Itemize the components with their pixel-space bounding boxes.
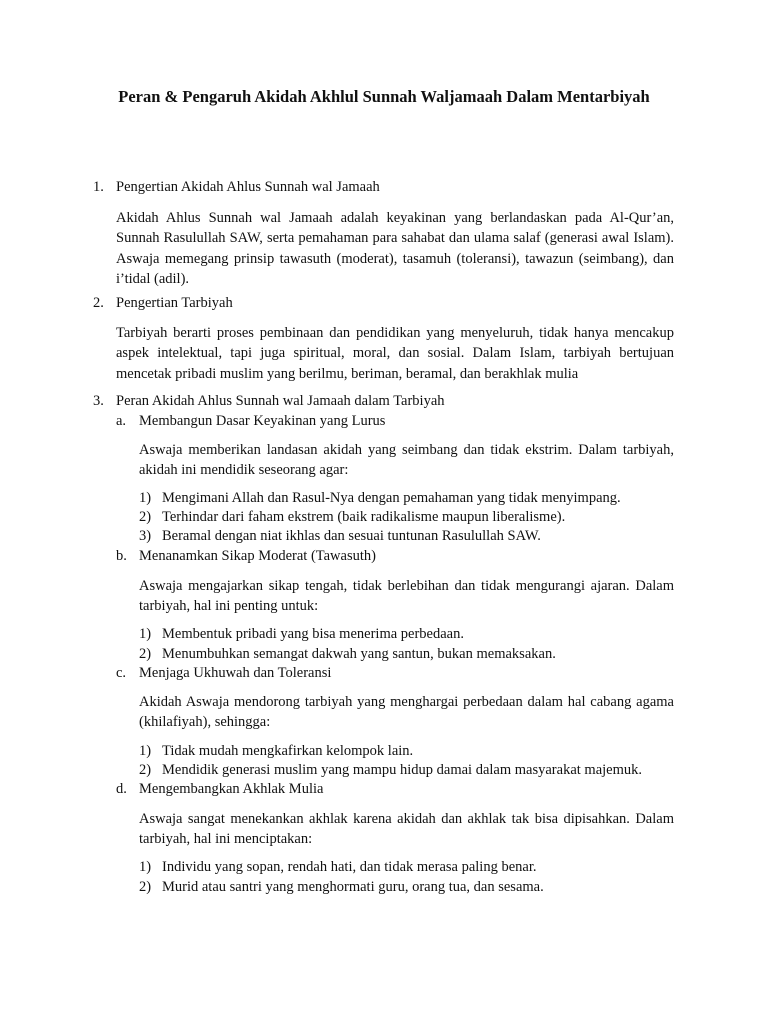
subsection-paragraph: Aswaja mengajarkan sikap tengah, tidak berlebihan dan tidak mengurangi ajaran. Dalam tarbiyah, hal ini penting untuk:: [139, 578, 674, 615]
subsection-heading: Menjaga Ukhuwah dan Toleransi: [139, 665, 332, 681]
subsection-heading: Mengembangkan Akhlak Mulia: [139, 781, 324, 797]
subsection-letter: b.: [116, 548, 127, 564]
subsection-paragraph: Aswaja sangat menekankan akhlak karena akidah dan akhlak tak bisa dipisahkan. Dalam tarbiyah, hal ini menciptakan:: [139, 811, 674, 848]
section-heading: Pengertian Tarbiyah: [116, 295, 233, 311]
list-item-number: 1): [139, 626, 152, 642]
list-item: Beramal dengan niat ikhlas dan sesuai tuntunan Rasulullah SAW.: [162, 528, 541, 544]
section-paragraph: Akidah Ahlus Sunnah wal Jamaah adalah keyakinan yang berlandaskan pada Al-Qur’an, Sunnah Rasulullah SAW, serta pemahaman para sahabat dan ulama salaf (generasi awal Islam). Aswaja memegang prinsip tawasuth (moderat), tasamuh (toleransi), tawazun (seimbang), dan i’tidal (adil).: [116, 210, 674, 288]
section-heading: Pengertian Akidah Ahlus Sunnah wal Jamaah: [116, 179, 380, 195]
subsection-paragraph: Akidah Aswaja mendorong tarbiyah yang menghargai perbedaan dalam hal cabang agama (khilafiyah), sehingga:: [139, 694, 674, 731]
subsection-letter: c.: [116, 665, 127, 681]
list-item: Mengimani Allah dan Rasul-Nya dengan pemahaman yang tidak menyimpang.: [162, 490, 621, 506]
list-item: Membentuk pribadi yang bisa menerima perbedaan.: [162, 626, 464, 642]
list-item-number: 3): [139, 528, 152, 544]
section-number: 1.: [93, 179, 104, 195]
section-number: 3.: [93, 393, 104, 409]
section-heading: Peran Akidah Ahlus Sunnah wal Jamaah dalam Tarbiyah: [116, 393, 445, 409]
list-item-number: 2): [139, 509, 152, 525]
subsection-heading: Membangun Dasar Keyakinan yang Lurus: [139, 413, 386, 429]
list-item-number: 2): [139, 879, 152, 895]
section-paragraph: Tarbiyah berarti proses pembinaan dan pendidikan yang menyeluruh, tidak hanya mencakup aspek intelektual, tapi juga spiritual, moral, dan sosial. Dalam Islam, tarbiyah bertujuan mencetak pribadi muslim yang berilmu, beriman, beramal, dan berakhlak mulia: [116, 325, 674, 382]
list-item-number: 2): [139, 646, 152, 662]
document-title: Peran & Pengaruh Akidah Akhlul Sunnah Waljamaah Dalam Mentarbiyah: [118, 87, 650, 106]
list-item: Terhindar dari faham ekstrem (baik radikalisme maupun liberalisme).: [162, 509, 566, 525]
list-item-number: 2): [139, 762, 152, 778]
list-item: Mendidik generasi muslim yang mampu hidup damai dalam masyarakat majemuk.: [162, 762, 642, 778]
list-item-number: 1): [139, 743, 152, 759]
subsection-heading: Menanamkan Sikap Moderat (Tawasuth): [139, 548, 376, 564]
list-item: Tidak mudah mengkafirkan kelompok lain.: [162, 743, 414, 759]
subsection-paragraph: Aswaja memberikan landasan akidah yang seimbang dan tidak ekstrim. Dalam tarbiyah, akidah ini mendidik seseorang agar:: [139, 442, 674, 479]
list-item-number: 1): [139, 490, 152, 506]
list-item: Menumbuhkan semangat dakwah yang santun, bukan memaksakan.: [162, 646, 556, 662]
subsection-letter: d.: [116, 781, 127, 797]
list-item: Murid atau santri yang menghormati guru, orang tua, dan sesama.: [162, 879, 544, 895]
section-number: 2.: [93, 295, 104, 311]
list-item: Individu yang sopan, rendah hati, dan tidak merasa paling benar.: [162, 859, 537, 875]
list-item-number: 1): [139, 859, 152, 875]
subsection-letter: a.: [116, 413, 127, 429]
